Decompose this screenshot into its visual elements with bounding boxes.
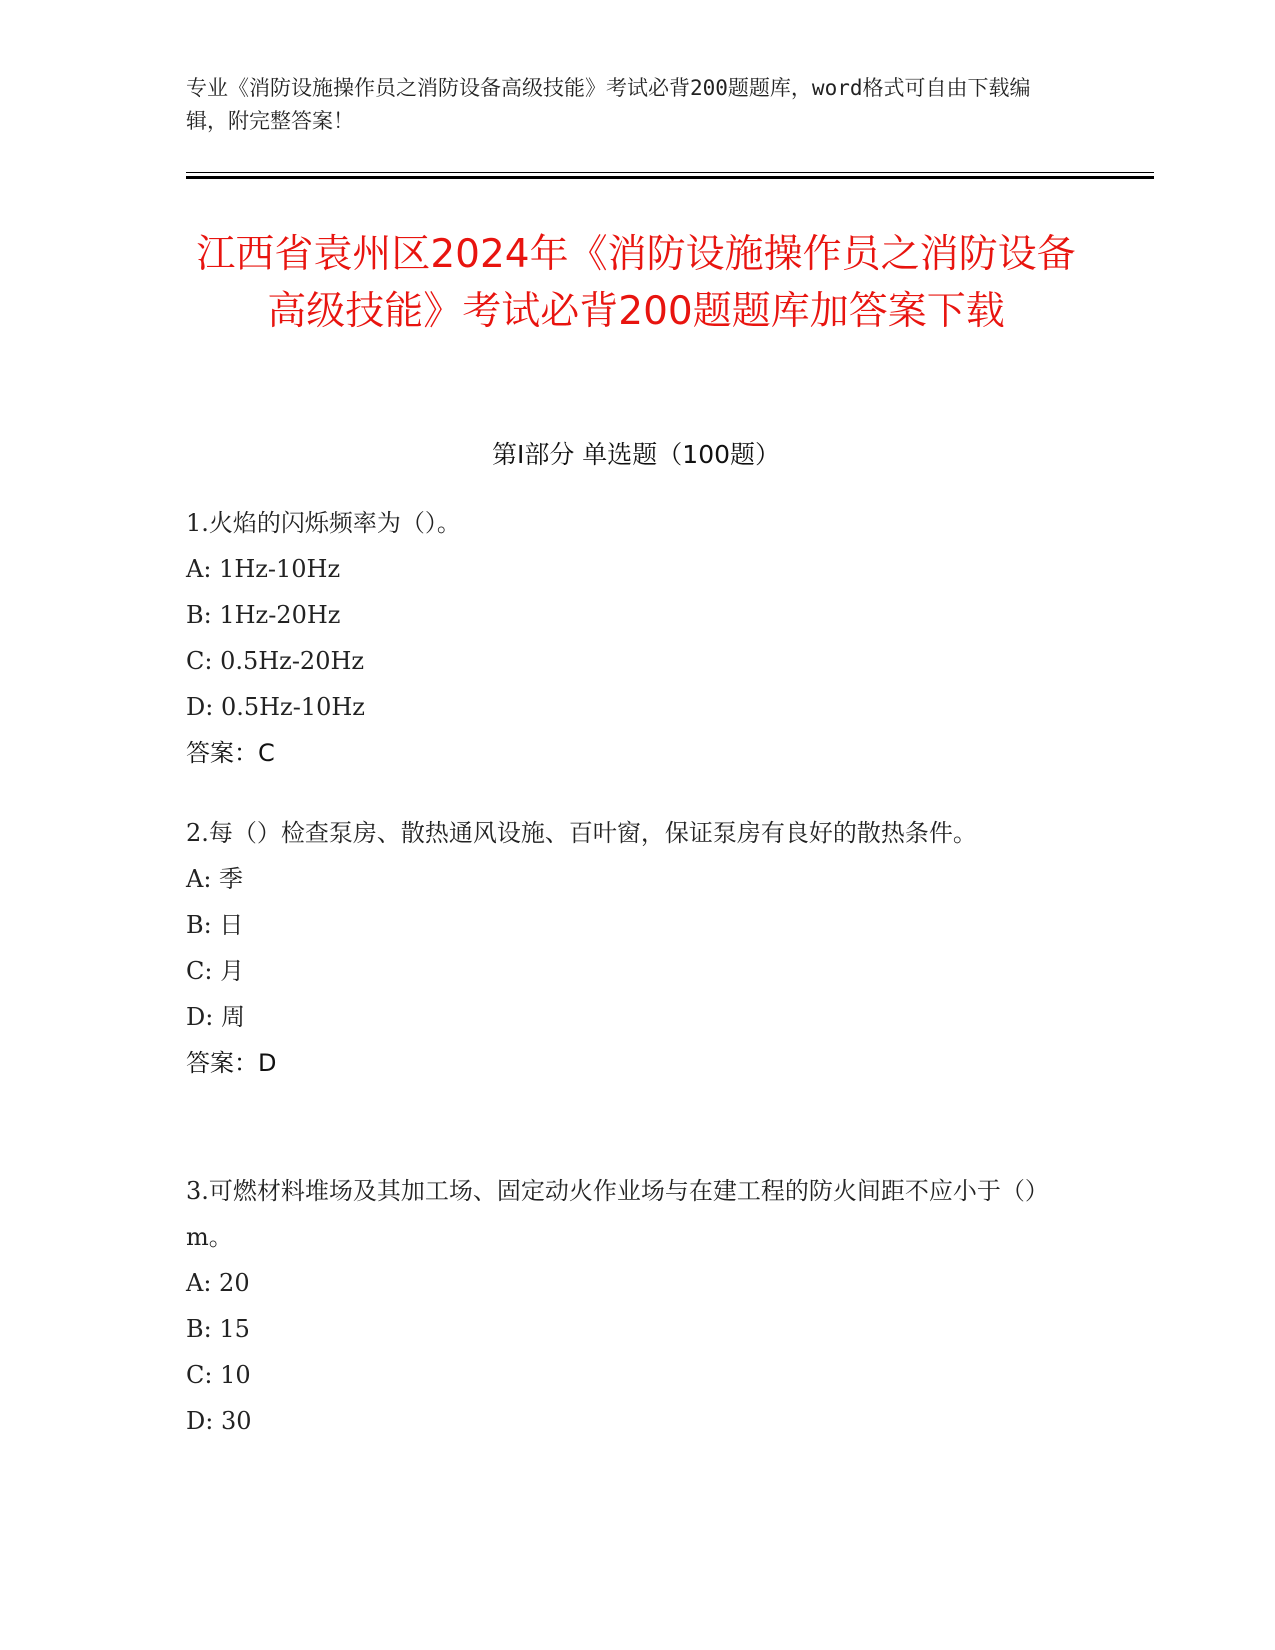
answer: 答案：C <box>186 739 275 767</box>
option-a: A: 季 <box>186 865 244 893</box>
option-b: B: 15 <box>186 1315 250 1343</box>
option-d: D: 周 <box>186 1003 245 1031</box>
option-d: D: 0.5Hz-10Hz <box>186 693 365 721</box>
option-a: A: 1Hz-10Hz <box>186 555 341 583</box>
option-c: C: 0.5Hz-20Hz <box>186 647 365 675</box>
option-b: B: 1Hz-20Hz <box>186 601 341 629</box>
question-stem: 1.火焰的闪烁频率为（）。 <box>186 509 461 537</box>
option-d: D: 30 <box>186 1407 252 1435</box>
option-c: C: 月 <box>186 957 245 985</box>
question-1 <box>186 500 1066 776</box>
header-rule-thick <box>186 176 1154 179</box>
header-note: 专业《消防设施操作员之消防设备高级技能》考试必背200题题库，word格式可自由下载编辑，附完整答案！ <box>186 76 1031 133</box>
question-2 <box>186 810 1066 1086</box>
question-3 <box>186 1168 1066 1444</box>
section-heading: 第Ⅰ部分 单选题（100题） <box>491 440 781 469</box>
question-stem: 2.每（）检查泵房、散热通风设施、百叶窗，保证泵房有良好的散热条件。 <box>186 819 977 847</box>
option-c: C: 10 <box>186 1361 251 1389</box>
document-title: 江西省袁州区2024年《消防设施操作员之消防设备高级技能》考试必背200题题库加答案下载 <box>196 232 1076 334</box>
header-rule-thin <box>186 172 1154 173</box>
question-stem: 3.可燃材料堆场及其加工场、固定动火作业场与在建工程的防火间距不应小于（）m。 <box>186 1177 1049 1251</box>
option-b: B: 日 <box>186 911 244 939</box>
option-a: A: 20 <box>186 1269 250 1297</box>
answer: 答案：D <box>186 1049 277 1077</box>
